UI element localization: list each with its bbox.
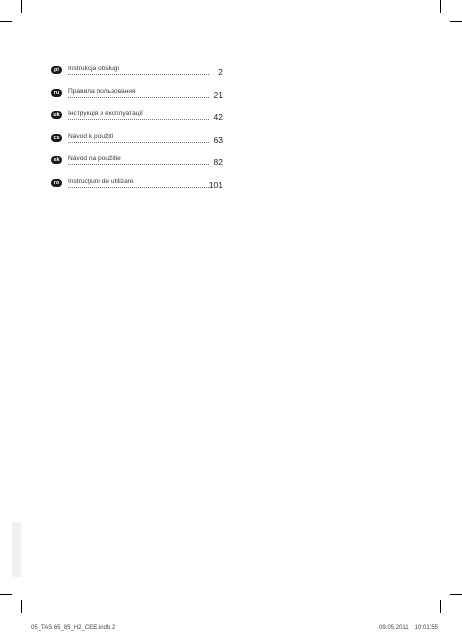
toc-entry-body xyxy=(68,63,223,81)
toc-entry-body xyxy=(68,86,223,104)
toc-entry-body xyxy=(68,153,223,171)
language-badge-cs: cs xyxy=(51,134,62,142)
language-badge-ru: ru xyxy=(51,89,62,97)
toc-entry-uk[interactable] xyxy=(51,108,223,131)
language-badge-uk: uk xyxy=(51,111,62,119)
toc-entry-page: 42 xyxy=(213,112,223,123)
toc-entry-title: Інструкція з експлуатації xyxy=(68,110,143,118)
language-badge-ro: ro xyxy=(51,179,62,187)
toc-leader-dots xyxy=(68,97,209,98)
toc-entry-ru[interactable] xyxy=(51,86,223,109)
toc-entry-body xyxy=(68,108,223,126)
crop-mark-top-right-h xyxy=(450,21,462,22)
crop-mark-bottom-left-h xyxy=(0,594,12,595)
print-slug-time: 10:01:55 xyxy=(414,625,438,631)
toc-entry-ro[interactable] xyxy=(51,176,223,199)
crop-mark-bottom-left-v xyxy=(21,600,22,613)
toc-entry-pl[interactable] xyxy=(51,63,223,86)
toc-entry-cs[interactable] xyxy=(51,131,223,154)
language-badge-sk: sk xyxy=(51,156,62,164)
print-slug-date: 09.05.2011 xyxy=(379,625,409,631)
toc-entry-title: Instrukcja obsługi xyxy=(68,65,119,72)
toc-leader-dots xyxy=(68,119,209,120)
crop-mark-bottom-right-h xyxy=(450,594,462,595)
toc-entry-body xyxy=(68,131,223,149)
crop-mark-top-left-v xyxy=(21,0,22,13)
toc-entry-sk[interactable] xyxy=(51,153,223,176)
toc-entry-title: Instrucţiuni de utilizare xyxy=(68,177,134,185)
toc-leader-dots xyxy=(68,187,209,188)
toc-entry-page: 63 xyxy=(213,134,223,145)
language-badge-pl: pl xyxy=(51,66,62,74)
table-of-contents xyxy=(51,63,223,199)
toc-entry-page: 21 xyxy=(213,89,223,100)
toc-leader-dots xyxy=(68,142,209,143)
toc-entry-page: 2 xyxy=(218,67,223,77)
crop-mark-top-right-v xyxy=(440,0,441,13)
toc-entry-title: Правила пользования xyxy=(68,87,136,95)
toc-entry-title: Návod k použití xyxy=(68,132,114,140)
print-slug-filename: 05_TAS 65_85_H2_CEE.indb 2 xyxy=(31,625,116,631)
toc-entry-body xyxy=(68,176,223,194)
toc-entry-page: 82 xyxy=(213,157,223,168)
print-slug-timestamp xyxy=(379,625,438,631)
toc-leader-dots xyxy=(68,74,209,75)
toc-entry-page: 101 xyxy=(208,179,223,190)
crop-mark-top-left-h xyxy=(0,21,12,22)
toc-leader-dots xyxy=(68,164,209,165)
crop-mark-bottom-right-v xyxy=(440,600,441,613)
toc-entry-title: Návod na použitie xyxy=(68,155,121,163)
side-thumb-tab xyxy=(12,522,21,577)
